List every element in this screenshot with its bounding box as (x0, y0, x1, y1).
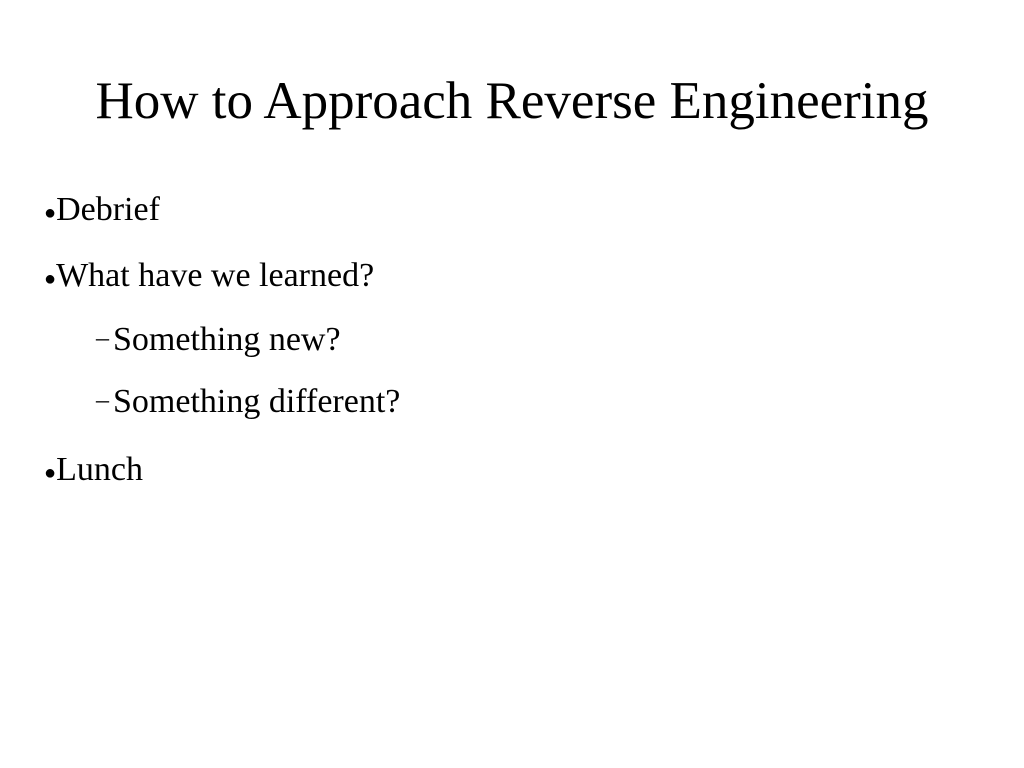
list-item-label: What have we learned? (56, 257, 375, 294)
bullet-icon: ● (44, 202, 57, 224)
bullet-icon: ● (44, 462, 57, 484)
list-item-label: Something different? (113, 383, 401, 420)
list-item-label: Something new? (113, 321, 341, 358)
list-item-what-have-we-learned (44, 256, 374, 300)
slide-title: How to Approach Reverse Engineering (95, 72, 929, 130)
bullet-icon: ● (44, 268, 57, 290)
list-item-lunch (44, 450, 143, 494)
sub-list-item-something-different (96, 382, 400, 424)
dash-icon: – (96, 385, 109, 414)
list-item-debrief (44, 190, 160, 234)
dash-icon: – (96, 323, 109, 352)
list-item-label: Debrief (56, 191, 160, 228)
list-item-label: Lunch (56, 451, 143, 488)
sub-list-item-something-new (96, 320, 341, 362)
